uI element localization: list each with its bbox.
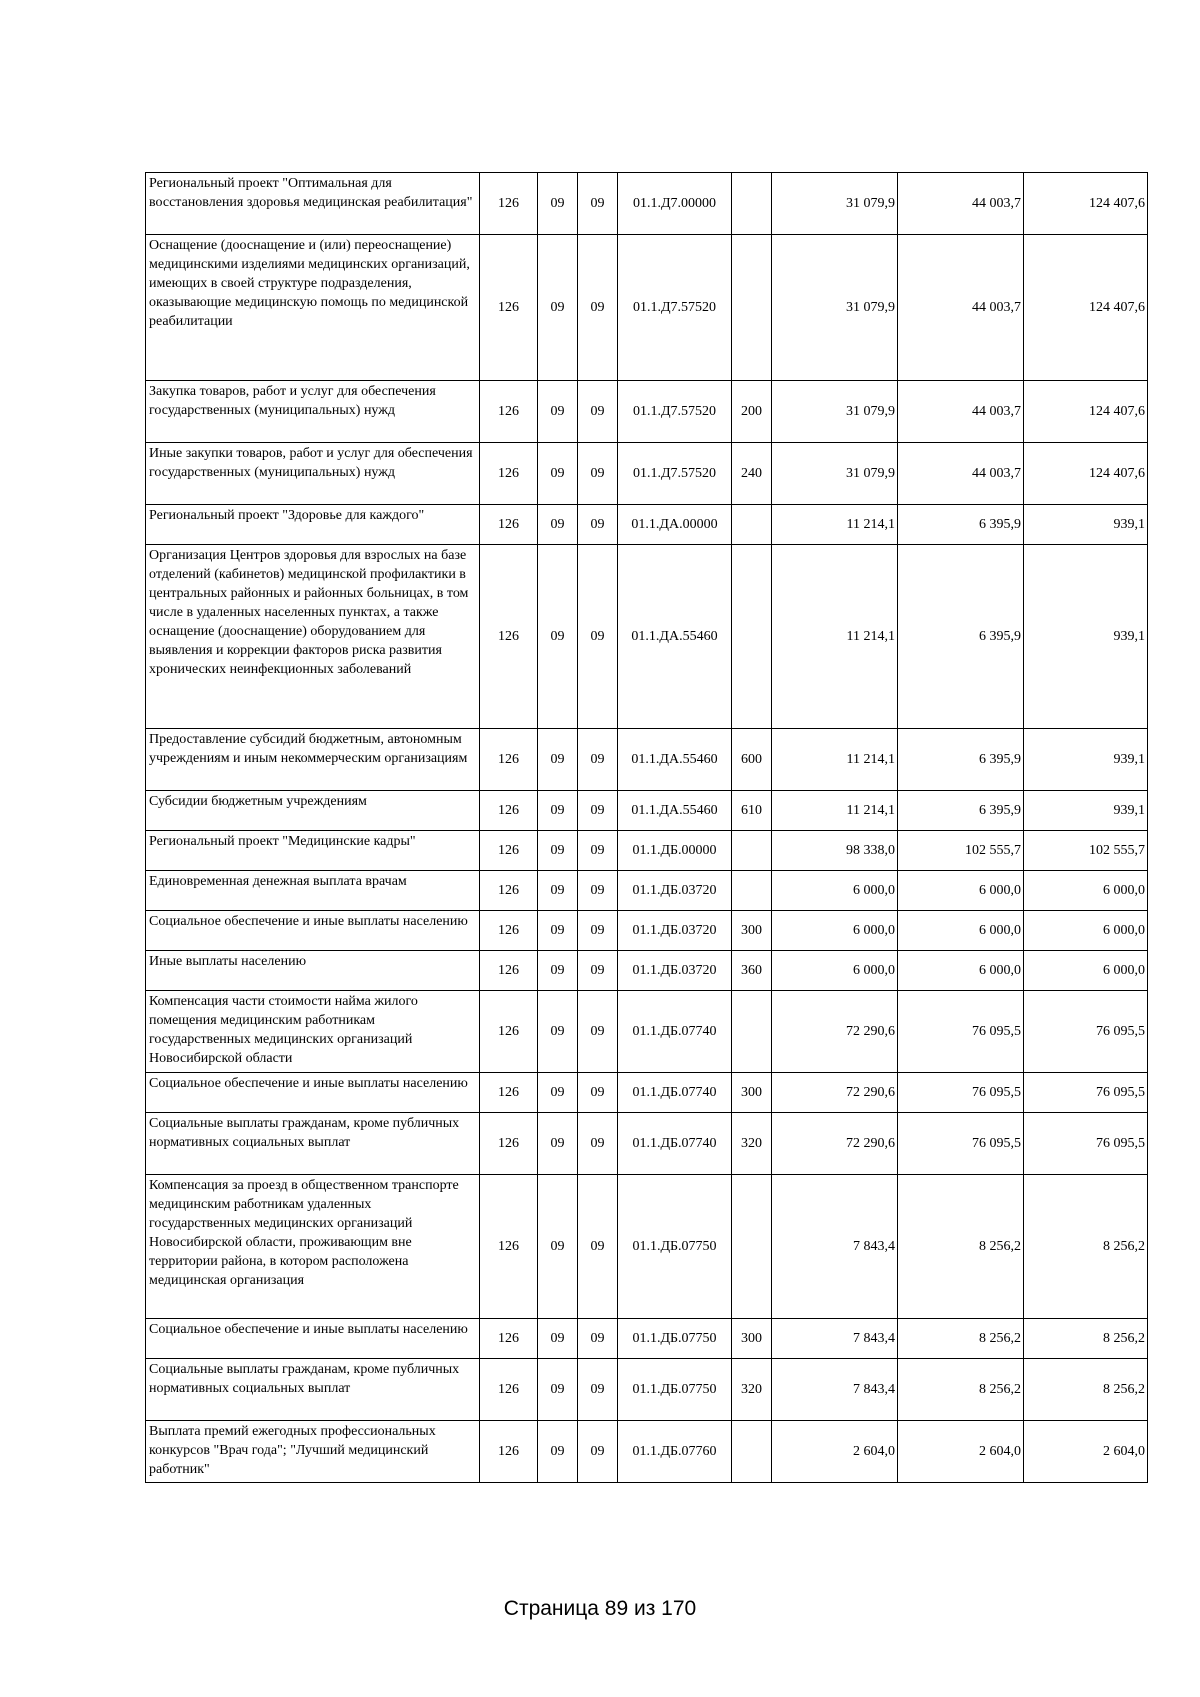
cell-amount-year-2: 44 003,7 [898,173,1024,235]
cell-amount-year-2: 2 604,0 [898,1421,1024,1483]
cell-expense-type: 240 [732,443,772,505]
cell-amount-year-2: 8 256,2 [898,1175,1024,1319]
cell-grbs: 126 [480,173,538,235]
cell-target-article: 01.1.ДБ.03720 [618,911,732,951]
cell-expense-type [732,173,772,235]
cell-subsection: 09 [578,911,618,951]
cell-target-article: 01.1.ДБ.00000 [618,831,732,871]
cell-grbs: 126 [480,505,538,545]
cell-grbs: 126 [480,381,538,443]
cell-amount-year-1: 98 338,0 [772,831,898,871]
cell-amount-year-1: 11 214,1 [772,505,898,545]
cell-name: Социальные выплаты гражданам, кроме публичных нормативных социальных выплат [146,1113,480,1175]
table-row [146,1175,1148,1319]
cell-expense-type [732,1175,772,1319]
cell-amount-year-3: 2 604,0 [1024,1421,1148,1483]
cell-amount-year-1: 2 604,0 [772,1421,898,1483]
cell-target-article: 01.1.ДА.55460 [618,791,732,831]
cell-subsection: 09 [578,831,618,871]
cell-amount-year-2: 8 256,2 [898,1359,1024,1421]
cell-expense-type: 320 [732,1359,772,1421]
cell-target-article: 01.1.Д7.57520 [618,235,732,381]
table-row [146,871,1148,911]
cell-section: 09 [538,1359,578,1421]
cell-grbs: 126 [480,235,538,381]
cell-amount-year-1: 31 079,9 [772,173,898,235]
table-row [146,381,1148,443]
page-number: Страница 89 из 170 [503,1597,697,1620]
cell-section: 09 [538,729,578,791]
cell-subsection: 09 [578,545,618,729]
cell-name: Социальное обеспечение и иные выплаты населению [146,911,480,951]
cell-target-article: 01.1.ДБ.07740 [618,1073,732,1113]
cell-amount-year-1: 7 843,4 [772,1359,898,1421]
cell-grbs: 126 [480,1319,538,1359]
cell-subsection: 09 [578,173,618,235]
cell-grbs: 126 [480,1359,538,1421]
cell-amount-year-3: 124 407,6 [1024,173,1148,235]
cell-grbs: 126 [480,1113,538,1175]
cell-amount-year-2: 76 095,5 [898,991,1024,1073]
cell-amount-year-1: 11 214,1 [772,545,898,729]
cell-target-article: 01.1.ДБ.03720 [618,871,732,911]
cell-amount-year-1: 6 000,0 [772,871,898,911]
cell-subsection: 09 [578,1073,618,1113]
cell-amount-year-3: 6 000,0 [1024,871,1148,911]
cell-section: 09 [538,1113,578,1175]
cell-amount-year-3: 124 407,6 [1024,235,1148,381]
cell-name: Социальное обеспечение и иные выплаты населению [146,1073,480,1113]
cell-section: 09 [538,235,578,381]
cell-target-article: 01.1.ДБ.07750 [618,1319,732,1359]
cell-section: 09 [538,1175,578,1319]
cell-subsection: 09 [578,443,618,505]
table-row [146,1319,1148,1359]
cell-amount-year-3: 102 555,7 [1024,831,1148,871]
cell-amount-year-3: 6 000,0 [1024,911,1148,951]
budget-table [145,172,1148,1483]
cell-section: 09 [538,831,578,871]
cell-subsection: 09 [578,235,618,381]
cell-name: Единовременная денежная выплата врачам [146,871,480,911]
cell-amount-year-2: 6 000,0 [898,871,1024,911]
cell-target-article: 01.1.ДБ.07760 [618,1421,732,1483]
cell-amount-year-2: 6 000,0 [898,951,1024,991]
cell-target-article: 01.1.ДБ.07750 [618,1359,732,1421]
cell-target-article: 01.1.ДА.55460 [618,545,732,729]
cell-expense-type: 600 [732,729,772,791]
cell-amount-year-1: 31 079,9 [772,443,898,505]
table-row [146,951,1148,991]
cell-amount-year-2: 44 003,7 [898,381,1024,443]
cell-amount-year-1: 7 843,4 [772,1319,898,1359]
cell-name: Социальное обеспечение и иные выплаты населению [146,1319,480,1359]
cell-amount-year-1: 31 079,9 [772,381,898,443]
cell-name: Иные выплаты населению [146,951,480,991]
cell-grbs: 126 [480,443,538,505]
cell-subsection: 09 [578,1319,618,1359]
cell-amount-year-2: 6 395,9 [898,729,1024,791]
cell-amount-year-2: 44 003,7 [898,443,1024,505]
cell-expense-type [732,505,772,545]
cell-grbs: 126 [480,545,538,729]
cell-subsection: 09 [578,505,618,545]
cell-name: Оснащение (дооснащение и (или) переоснащение) медицинскими изделиями медицинских организаций, имеющих в своей структуре подразделения, оказывающие медицинскую помощь по медицинской реабилитации [146,235,480,381]
cell-target-article: 01.1.ДБ.07740 [618,991,732,1073]
cell-section: 09 [538,173,578,235]
cell-amount-year-3: 76 095,5 [1024,1073,1148,1113]
cell-grbs: 126 [480,991,538,1073]
cell-name: Региональный проект "Здоровье для каждого" [146,505,480,545]
cell-subsection: 09 [578,991,618,1073]
cell-grbs: 126 [480,871,538,911]
cell-name: Организация Центров здоровья для взрослых на базе отделений (кабинетов) медицинской профилактики в центральных районных и районных больницах, в том числе в удаленных населенных пунктах, а также оснащение (дооснащение) оборудованием для выявления и коррекции факторов риска развития хронических неинфекционных заболеваний [146,545,480,729]
cell-target-article: 01.1.Д7.57520 [618,381,732,443]
cell-name: Компенсация за проезд в общественном транспорте медицинским работникам удаленных государственных медицинских организаций Новосибирской области, проживающим вне территории района, в котором расположена медицинская организация [146,1175,480,1319]
cell-amount-year-2: 76 095,5 [898,1073,1024,1113]
cell-amount-year-3: 939,1 [1024,545,1148,729]
cell-expense-type [732,991,772,1073]
table-body [146,173,1148,1483]
cell-expense-type: 360 [732,951,772,991]
cell-name: Закупка товаров, работ и услуг для обеспечения государственных (муниципальных) нужд [146,381,480,443]
cell-amount-year-1: 6 000,0 [772,951,898,991]
cell-expense-type [732,545,772,729]
cell-amount-year-1: 72 290,6 [772,991,898,1073]
cell-amount-year-2: 44 003,7 [898,235,1024,381]
cell-grbs: 126 [480,911,538,951]
cell-grbs: 126 [480,1421,538,1483]
cell-amount-year-3: 939,1 [1024,791,1148,831]
cell-section: 09 [538,381,578,443]
cell-expense-type: 300 [732,911,772,951]
table-row [146,235,1148,381]
cell-grbs: 126 [480,791,538,831]
cell-subsection: 09 [578,871,618,911]
cell-amount-year-1: 72 290,6 [772,1073,898,1113]
cell-amount-year-3: 76 095,5 [1024,1113,1148,1175]
cell-grbs: 126 [480,729,538,791]
cell-target-article: 01.1.ДА.55460 [618,729,732,791]
cell-name: Выплата премий ежегодных профессиональных конкурсов "Врач года"; "Лучший медицинский работник" [146,1421,480,1483]
table-row [146,505,1148,545]
cell-subsection: 09 [578,1175,618,1319]
cell-expense-type: 300 [732,1319,772,1359]
cell-expense-type [732,871,772,911]
cell-amount-year-3: 939,1 [1024,505,1148,545]
cell-expense-type: 200 [732,381,772,443]
cell-subsection: 09 [578,791,618,831]
cell-grbs: 126 [480,951,538,991]
cell-target-article: 01.1.ДБ.07750 [618,1175,732,1319]
cell-section: 09 [538,871,578,911]
cell-subsection: 09 [578,951,618,991]
cell-target-article: 01.1.Д7.57520 [618,443,732,505]
cell-section: 09 [538,1421,578,1483]
cell-amount-year-2: 6 000,0 [898,911,1024,951]
table-row [146,911,1148,951]
cell-amount-year-3: 76 095,5 [1024,991,1148,1073]
cell-amount-year-1: 11 214,1 [772,729,898,791]
cell-section: 09 [538,443,578,505]
cell-section: 09 [538,1073,578,1113]
table-row [146,1421,1148,1483]
cell-subsection: 09 [578,1359,618,1421]
cell-name: Социальные выплаты гражданам, кроме публичных нормативных социальных выплат [146,1359,480,1421]
cell-amount-year-2: 76 095,5 [898,1113,1024,1175]
cell-grbs: 126 [480,831,538,871]
table-row [146,831,1148,871]
cell-amount-year-1: 31 079,9 [772,235,898,381]
cell-expense-type: 610 [732,791,772,831]
cell-amount-year-3: 8 256,2 [1024,1359,1148,1421]
cell-grbs: 126 [480,1073,538,1113]
cell-expense-type [732,1421,772,1483]
cell-section: 09 [538,545,578,729]
table-row [146,1359,1148,1421]
cell-target-article: 01.1.ДБ.03720 [618,951,732,991]
table-row [146,1073,1148,1113]
cell-amount-year-2: 6 395,9 [898,791,1024,831]
cell-name: Иные закупки товаров, работ и услуг для обеспечения государственных (муниципальных) нужд [146,443,480,505]
cell-expense-type [732,235,772,381]
cell-subsection: 09 [578,1421,618,1483]
cell-subsection: 09 [578,381,618,443]
cell-amount-year-1: 7 843,4 [772,1175,898,1319]
cell-section: 09 [538,791,578,831]
cell-section: 09 [538,911,578,951]
cell-target-article: 01.1.Д7.00000 [618,173,732,235]
table-row [146,443,1148,505]
cell-amount-year-3: 6 000,0 [1024,951,1148,991]
cell-subsection: 09 [578,1113,618,1175]
cell-target-article: 01.1.ДА.00000 [618,505,732,545]
cell-amount-year-1: 72 290,6 [772,1113,898,1175]
cell-name: Компенсация части стоимости найма жилого помещения медицинским работникам государственных медицинских организаций Новосибирской области [146,991,480,1073]
cell-amount-year-3: 124 407,6 [1024,381,1148,443]
cell-amount-year-2: 102 555,7 [898,831,1024,871]
cell-amount-year-3: 124 407,6 [1024,443,1148,505]
cell-name: Предоставление субсидий бюджетным, автономным учреждениям и иным некоммерческим организациям [146,729,480,791]
cell-amount-year-2: 8 256,2 [898,1319,1024,1359]
table-row [146,1113,1148,1175]
cell-section: 09 [538,1319,578,1359]
cell-amount-year-1: 11 214,1 [772,791,898,831]
cell-amount-year-2: 6 395,9 [898,545,1024,729]
table-row [146,791,1148,831]
cell-expense-type [732,831,772,871]
cell-name: Субсидии бюджетным учреждениям [146,791,480,831]
cell-amount-year-3: 8 256,2 [1024,1175,1148,1319]
cell-amount-year-1: 6 000,0 [772,911,898,951]
cell-name: Региональный проект "Оптимальная для восстановления здоровья медицинская реабилитация" [146,173,480,235]
cell-section: 09 [538,951,578,991]
cell-section: 09 [538,505,578,545]
cell-name: Региональный проект "Медицинские кадры" [146,831,480,871]
cell-expense-type: 300 [732,1073,772,1113]
cell-target-article: 01.1.ДБ.07740 [618,1113,732,1175]
cell-section: 09 [538,991,578,1073]
cell-amount-year-2: 6 395,9 [898,505,1024,545]
cell-grbs: 126 [480,1175,538,1319]
cell-expense-type: 320 [732,1113,772,1175]
table-row [146,545,1148,729]
table-row [146,173,1148,235]
table-row [146,991,1148,1073]
table-row [146,729,1148,791]
cell-subsection: 09 [578,729,618,791]
cell-amount-year-3: 939,1 [1024,729,1148,791]
cell-amount-year-3: 8 256,2 [1024,1319,1148,1359]
